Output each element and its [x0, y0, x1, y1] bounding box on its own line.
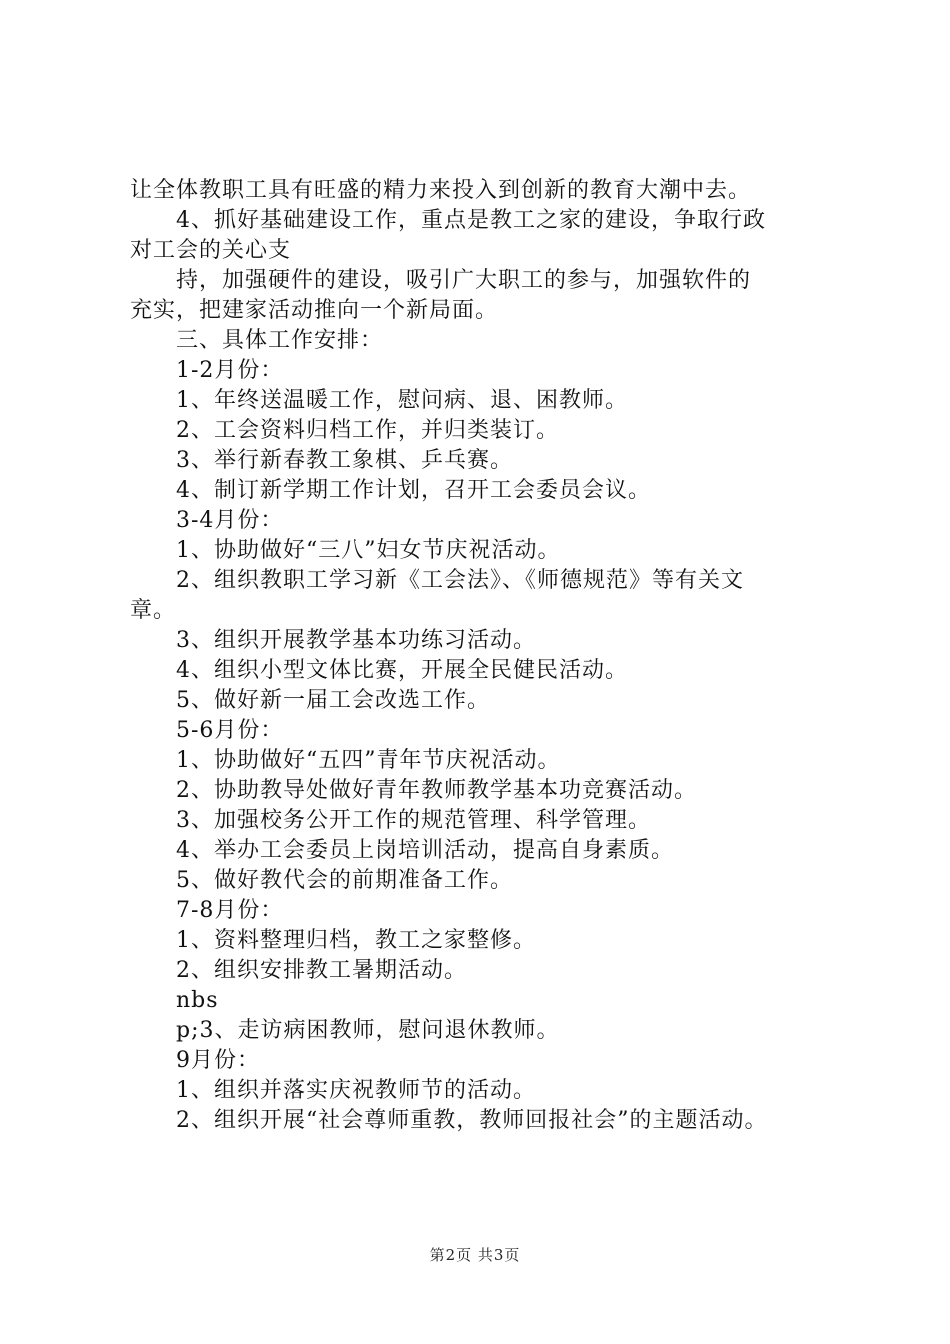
text-line: 1-2月份： — [176, 358, 284, 383]
text-line: 4、制订新学期工作计划，召开工会委员会议。 — [176, 478, 651, 503]
text-line: 章。 — [130, 598, 177, 623]
page-footer: 第2页 共3页 — [429, 1246, 521, 1264]
text-line: 1、协助做好“三八”妇女节庆祝活动。 — [176, 538, 561, 563]
text-line: 持，加强硬件的建设，吸引广大职工的参与，加强软件的 — [176, 268, 752, 293]
text-line: 2、组织教职工学习新《工会法》、《师德规范》等有关文 — [176, 568, 744, 593]
text-line: 2、组织开展“社会尊师重教，教师回报社会”的主题活动。 — [176, 1108, 768, 1133]
text-line: 对工会的关心支 — [130, 238, 292, 263]
text-line: 5、做好教代会的前期准备工作。 — [176, 868, 513, 893]
document-body — [130, 176, 860, 1136]
text-line: 1、年终送温暖工作，慰问病、退、困教师。 — [176, 388, 628, 413]
text-line: 2、协助教导处做好青年教师教学基本功竞赛活动。 — [176, 778, 697, 803]
text-line: 3、组织开展教学基本功练习活动。 — [176, 628, 536, 653]
text-line: 4、抓好基础建设工作，重点是教工之家的建设，争取行政 — [176, 208, 766, 233]
text-line: 1、资料整理归档，教工之家整修。 — [176, 928, 536, 953]
text-line: 4、举办工会委员上岗培训活动，提高自身素质。 — [176, 838, 674, 863]
text-line: 3、举行新春教工象棋、乒乓赛。 — [176, 448, 513, 473]
text-line: 9月份： — [176, 1048, 260, 1073]
text-line: 让全体教职工具有旺盛的精力来投入到创新的教育大潮中去。 — [130, 178, 752, 203]
text-line: 5-6月份： — [176, 718, 284, 743]
text-line: 2、组织安排教工暑期活动。 — [176, 958, 467, 983]
text-line: 1、组织并落实庆祝教师节的活动。 — [176, 1078, 536, 1103]
text-line: 7-8月份： — [176, 898, 284, 923]
text-line: 充实，把建家活动推向一个新局面。 — [130, 298, 499, 323]
text-line: 1、协助做好“五四”青年节庆祝活动。 — [176, 748, 561, 773]
text-line: 2、工会资料归档工作，并归类装订。 — [176, 418, 559, 443]
text-line: 5、做好新一届工会改选工作。 — [176, 688, 490, 713]
text-line: 4、组织小型文体比赛，开展全民健民活动。 — [176, 658, 628, 683]
text-line: p;3、走访病困教师，慰问退休教师。 — [176, 1018, 560, 1043]
text-line: 3-4月份： — [176, 508, 284, 533]
text-line: nbs — [176, 988, 219, 1013]
text-line: 3、加强校务公开工作的规范管理、科学管理。 — [176, 808, 651, 833]
text-line: 三、具体工作安排： — [176, 328, 384, 353]
